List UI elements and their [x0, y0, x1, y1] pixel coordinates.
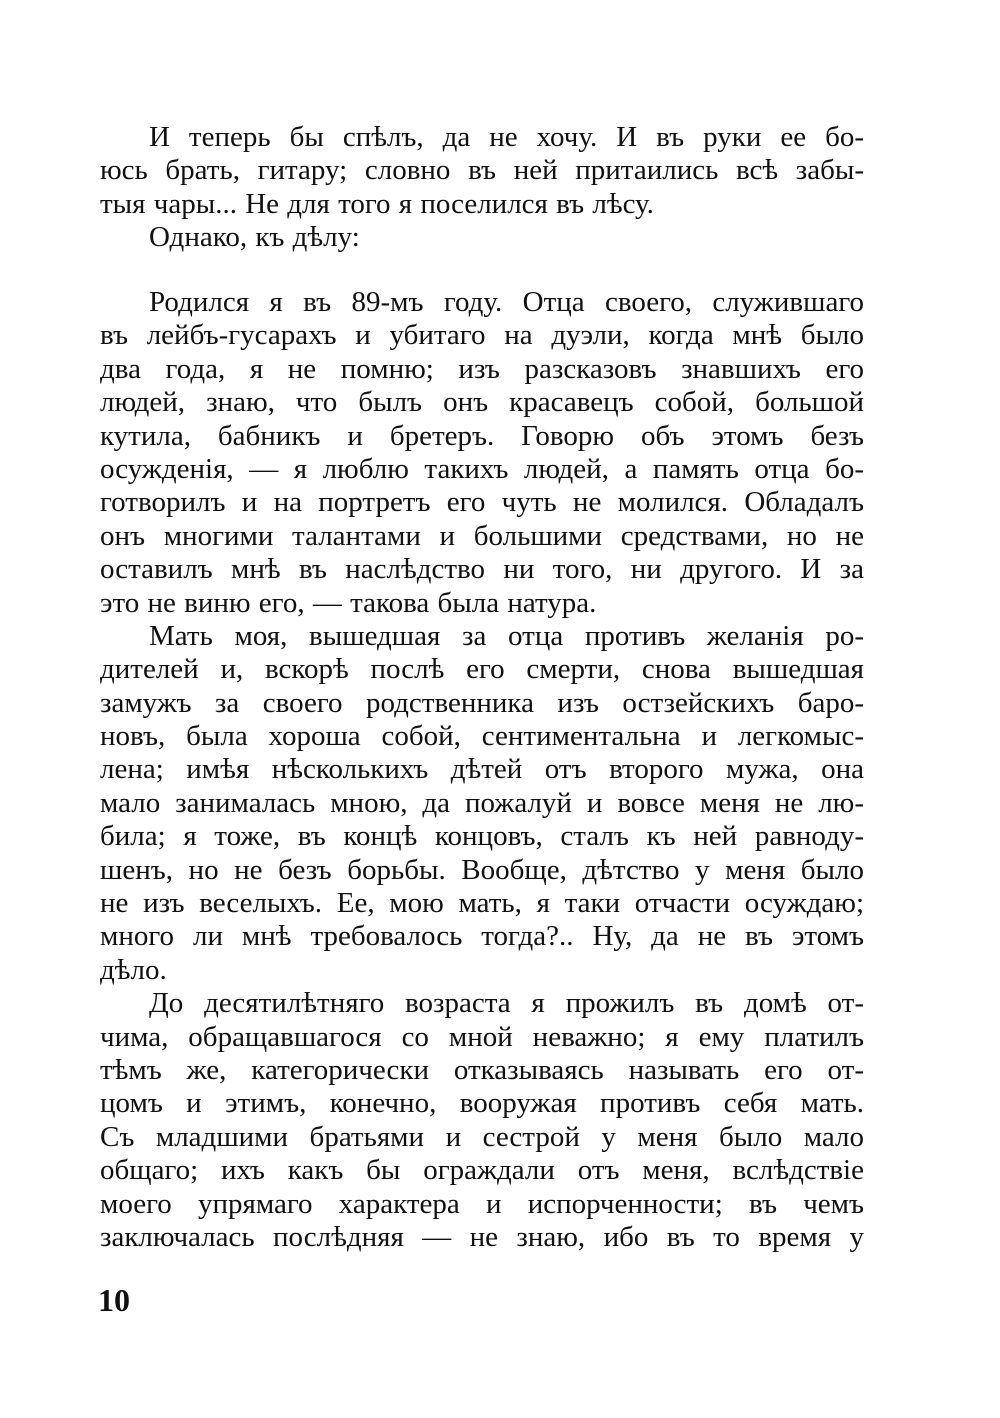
text-block-main — [100, 286, 864, 1254]
text-line: готворилъ и на портретъ его чуть не молился. Обладалъ — [100, 486, 864, 519]
text-line: много ли мнѣ требовалось тогда?.. Ну, да не въ этомъ — [100, 920, 864, 953]
text-line: шенъ, но не безъ борьбы. Вообще, дѣтство у меня было — [100, 853, 864, 886]
text-line: дѣло. — [100, 953, 167, 986]
text-line: била; я тоже, въ концѣ концовъ, сталъ къ ней равноду- — [100, 820, 864, 853]
text-line: замужъ за своего родственника изъ остзейскихъ баро- — [100, 686, 864, 719]
text-line: Мать моя, вышедшая за отца противъ желанія ро- — [149, 619, 864, 652]
text-line: юсь брать, гитару; словно въ ней притаились всѣ забы- — [100, 154, 864, 187]
text-line: Съ младшими братьями и сестрой у меня было мало — [100, 1120, 864, 1153]
text-line: оставилъ мнѣ въ наслѣдство ни того, ни другого. И за — [100, 553, 864, 586]
text-line: въ лейбъ-гусарахъ и убитаго на дуэли, когда мнѣ было — [100, 319, 864, 352]
text-line: осужденія, — я люблю такихъ людей, а память отца бо- — [100, 452, 864, 485]
text-line: общаго; ихъ какъ бы ограждали отъ меня, вслѣдствіе — [100, 1154, 864, 1187]
text-line: два года, я не помню; изъ разсказовъ знавшихъ его — [100, 352, 864, 385]
text-line: И теперь бы спѣлъ, да не хочу. И въ руки ее бо- — [149, 121, 864, 153]
text-line: кутила, бабникъ и бретеръ. Говорю объ этомъ безъ — [100, 419, 864, 452]
text-line: цомъ и этимъ, конечно, вооружая противъ себя мать. — [100, 1087, 864, 1120]
text-line: заключалась послѣдняя — не знаю, ибо въ то время у — [100, 1220, 864, 1253]
text-line: До десятилѣтняго возраста я прожилъ въ домѣ от- — [149, 987, 864, 1020]
text-line: людей, знаю, что былъ онъ красавецъ собой, большой — [100, 386, 864, 419]
text-line: новъ, была хороша собой, сентиментальна и легкомыс- — [100, 720, 864, 753]
text-line: не изъ веселыхъ. Ее, мою мать, я таки отчасти осуждаю; — [100, 887, 864, 920]
text-line: Родился я въ 89-мъ году. Отца своего, служившаго — [149, 286, 864, 318]
text-line: Однако, къ дѣлу: — [149, 221, 360, 254]
text-line: моего упрямаго характера и испорченности; въ чемъ — [100, 1187, 864, 1220]
text-line: онъ многими талантами и большими средствами, но не — [100, 519, 864, 552]
text-line: дителей и, вскорѣ послѣ его смерти, снова вышедшая — [100, 653, 864, 686]
text-line: мало занималась мною, да пожалуй и вовсе меня не лю- — [100, 786, 864, 819]
text-line: тѣмъ же, категорически отказываясь называть его от- — [100, 1053, 864, 1086]
text-line: тыя чары... Не для того я поселился въ лѣсу. — [100, 187, 654, 220]
page-number: 10 — [98, 1282, 130, 1318]
text-line: чима, обращавшагося со мной неважно; я ему платилъ — [100, 1020, 864, 1053]
text-line: это не виню его, — такова была натура. — [100, 586, 597, 619]
text-line: лена; имѣя нѣсколькихъ дѣтей отъ второго мужа, она — [100, 753, 864, 786]
text-block-intro — [100, 121, 864, 255]
